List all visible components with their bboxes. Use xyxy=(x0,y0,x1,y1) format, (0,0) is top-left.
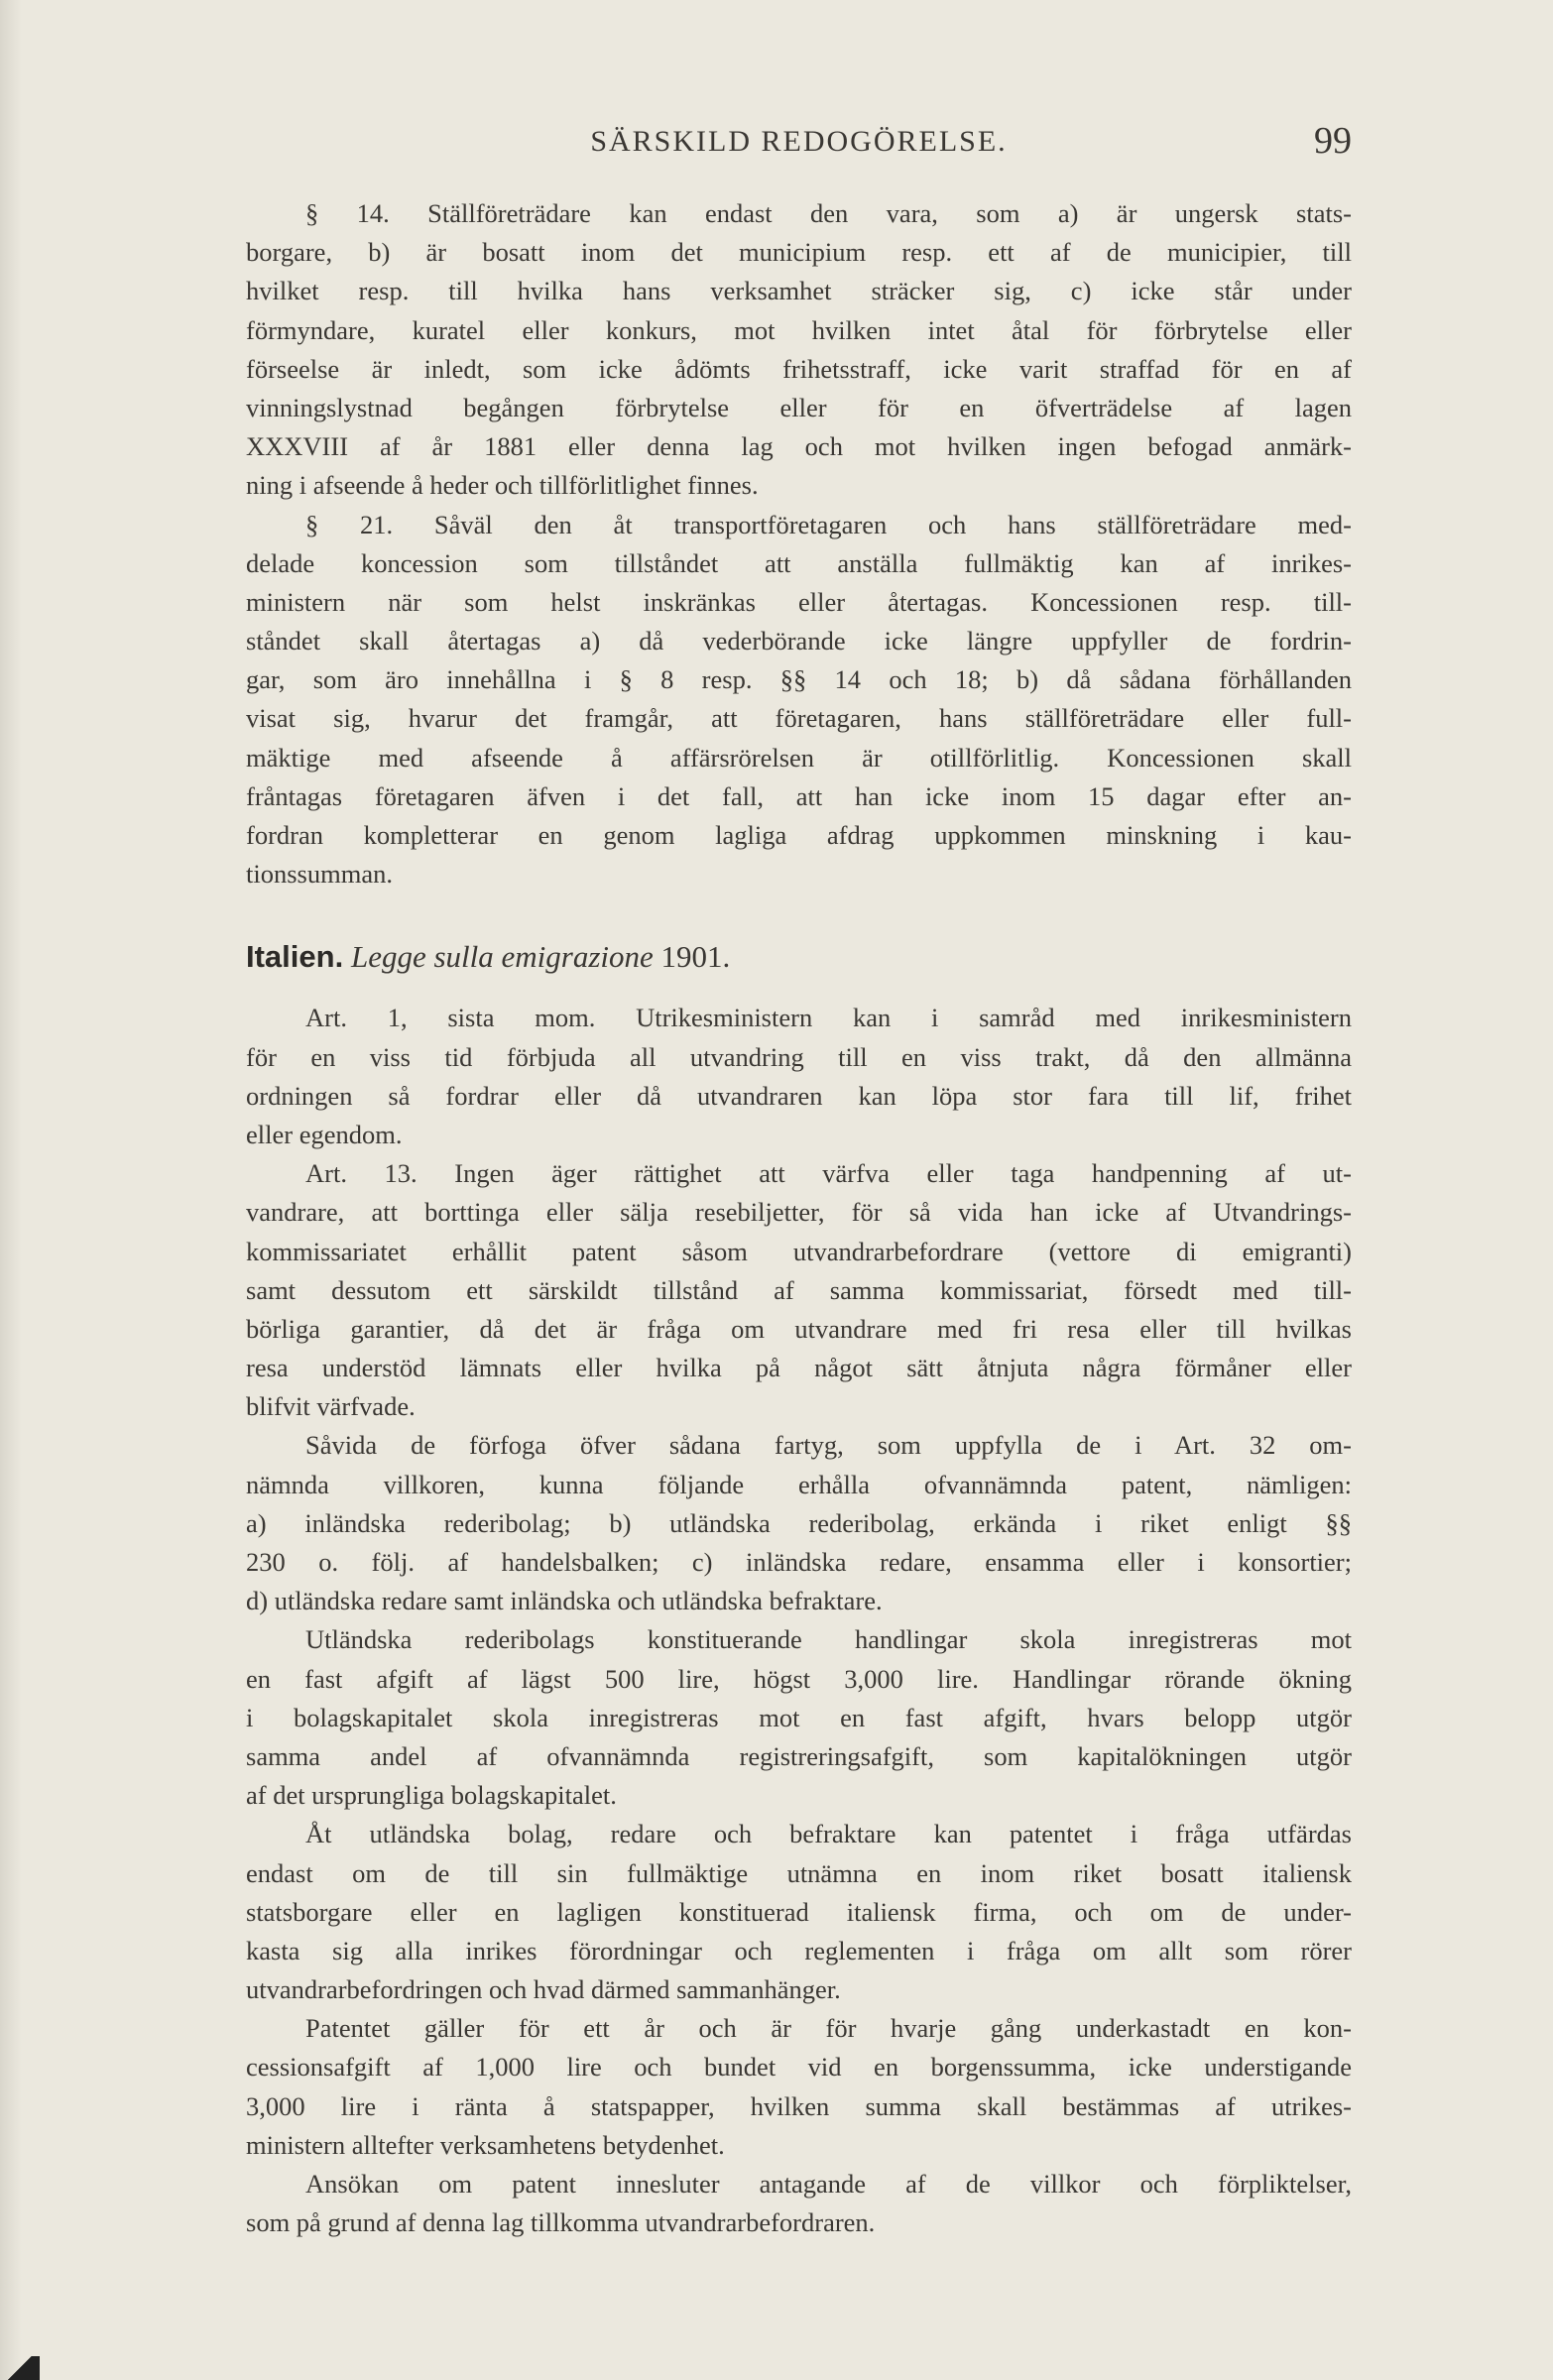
text-line: ståndet skall återtagas a) då vederbörande icke längre uppfyller de fordrin- xyxy=(246,626,1352,656)
text-line: delade koncession som tillståndet att anställa fullmäktig kan af inrikes- xyxy=(246,547,1352,578)
text-line: Patentet gäller för ett år och är för hvarje gång underkastadt en kon- xyxy=(305,2013,1352,2044)
page-edge-shadow xyxy=(0,0,22,2380)
text-line: förmyndare, kuratel eller konkurs, mot hvilken intet åtal för förbrytelse eller xyxy=(246,314,1352,345)
text-line: i bolagskapitalet skola inregistreras mot en fast afgift, hvars belopp utgör xyxy=(246,1702,1352,1732)
top-paragraphs xyxy=(246,194,1352,893)
text-line: ministern när som helst inskränkas eller återtagas. Koncessionen resp. till- xyxy=(246,586,1352,617)
text-line: endast om de till sin fullmäktige utnämna en inom riket bosatt italiensk xyxy=(246,1857,1352,1888)
text-line: som på grund af denna lag tillkomma utvandrarbefordraren. xyxy=(246,2207,876,2238)
text-line: kasta sig alla inrikes förordningar och reglementen i fråga om allt som rörer xyxy=(246,1935,1352,1965)
text-line: Art. 1, sista mom. Utrikesministern kan i samråd med inrikesministern xyxy=(305,1003,1352,1033)
text-line: hvilket resp. till hvilka hans verksamhet sträcker sig, c) icke står under xyxy=(246,276,1352,306)
text-line: eller egendom. xyxy=(246,1119,403,1149)
text-line: Ansökan om patent innesluter antagande af de villkor och förpliktelser, xyxy=(305,2169,1352,2199)
paragraph xyxy=(246,2165,1352,2242)
text-line: kommissariatet erhållit patent såsom utvandrarbefordrare (vettore di emigranti) xyxy=(246,1236,1352,1266)
text-line: Art. 13. Ingen äger rättighet att värfva eller taga handpenning af ut- xyxy=(305,1158,1352,1189)
text-line: börliga garantier, då det är fråga om utvandrare med fri resa eller till hvilkas xyxy=(246,1313,1352,1344)
text-line: 3,000 lire i ränta å statspapper, hvilken summa skall bestämmas af utrikes- xyxy=(246,2090,1352,2121)
corner-mark xyxy=(0,2356,40,2380)
text-line: d) utländska redare samt inländska och utländska befraktare. xyxy=(246,1586,883,1616)
body-text xyxy=(246,194,1352,2242)
text-line: ning i afseende å heder och tillförlitlighet finnes. xyxy=(246,470,759,501)
text-line: Utländska rederibolags konstituerande handlingar skola inregistreras mot xyxy=(305,1624,1352,1655)
text-line: 230 o. följ. af handelsbalken; c) inländska redare, ensamma eller i konsortier; xyxy=(246,1547,1352,1577)
text-line: blifvit värfvade. xyxy=(246,1391,416,1422)
text-line: XXXVIII af år 1881 eller denna lag och mot hvilken ingen befogad anmärk- xyxy=(246,431,1352,462)
text-line: fordran kompletterar en genom lagliga afdrag uppkommen minskning i kau- xyxy=(246,820,1352,850)
text-line: vandrare, att borttinga eller sälja resebiljetter, för så vida han icke af Utvandrings- xyxy=(246,1197,1352,1228)
bottom-paragraphs xyxy=(246,999,1352,2242)
section-law-title: Legge sulla emigrazione xyxy=(350,939,654,975)
paragraph xyxy=(246,1426,1352,1620)
paragraph xyxy=(246,2009,1352,2165)
text-line: § 21. Såväl den åt transportföretagaren och hans ställföreträdare med- xyxy=(305,509,1352,539)
paragraph xyxy=(246,1154,1352,1426)
text-line: § 14. Ställföreträdare kan endast den vara, som a) är ungersk stats- xyxy=(305,198,1352,228)
paragraph xyxy=(246,999,1352,1154)
text-line: vinningslystnad begången förbrytelse eller för en öfverträdelse af lagen xyxy=(246,392,1352,422)
paragraph xyxy=(246,506,1352,894)
text-line: förseelse är inledt, som icke ådömts frihetsstraff, icke varit straffad för en af xyxy=(246,353,1352,384)
text-line: resa understöd lämnats eller hvilka på något sätt åtnjuta några förmåner eller xyxy=(246,1353,1352,1383)
text-line: Såvida de förfoga öfver sådana fartyg, som uppfylla de i Art. 32 om- xyxy=(305,1430,1352,1461)
text-line: ministern alltefter verksamhetens betydenhet. xyxy=(246,2129,725,2160)
paragraph xyxy=(246,194,1352,506)
text-line: statsborgare eller en lagligen konstituerad italiensk firma, och om de under- xyxy=(246,1896,1352,1927)
text-line: en fast afgift af lägst 500 lire, högst 3,000 lire. Handlingar rörande ökning xyxy=(246,1663,1352,1694)
text-line: tionssumman. xyxy=(246,859,393,890)
text-line: samma andel af ofvannämnda registreringsafgift, som kapitalökningen utgör xyxy=(246,1740,1352,1771)
paragraph xyxy=(246,1620,1352,1815)
text-line: cessionsafgift af 1,000 lire och bundet vid en borgenssumma, icke understigande xyxy=(246,2052,1352,2082)
text-line: samt dessutom ett särskildt tillstånd af samma kommissariat, försedt med till- xyxy=(246,1274,1352,1305)
paragraph xyxy=(246,1815,1352,2009)
text-line: visat sig, hvarur det framgår, att företagaren, hans ställföreträdare eller full- xyxy=(246,703,1352,734)
text-line: a) inländska rederibolag; b) utländska rederibolag, erkända i riket enligt §§ xyxy=(246,1507,1352,1538)
text-line: mäktige med afseende å affärsrörelsen är otillförlitlig. Koncessionen skall xyxy=(246,742,1352,773)
section-year: 1901. xyxy=(660,939,731,975)
text-line: ordningen så fordrar eller då utvandraren kan löpa stor fara till lif, frihet xyxy=(246,1080,1352,1111)
text-line: för en viss tid förbjuda all utvandring till en viss trakt, då den allmänna xyxy=(246,1041,1352,1072)
section-country: Italien. xyxy=(246,939,344,975)
page-header xyxy=(246,120,1352,169)
running-head: SÄRSKILD REDOGÖRELSE. xyxy=(590,125,1008,158)
text-line: borgare, b) är bosatt inom det municipium resp. ett af de municipier, till xyxy=(246,237,1352,268)
text-line: utvandrarbefordringen och hvad därmed sammanhänger. xyxy=(246,1974,841,2005)
text-line: Åt utländska bolag, redare och befraktare kan patentet i fråga utfärdas xyxy=(305,1819,1352,1849)
section-heading xyxy=(246,937,1352,977)
text-line: gar, som äro innehållna i § 8 resp. §§ 14 och 18; b) då sådana förhållanden xyxy=(246,664,1352,695)
text-line: fråntagas företagaren äfven i det fall, att han icke inom 15 dagar efter an- xyxy=(246,780,1352,811)
text-line: af det ursprungliga bolagskapitalet. xyxy=(246,1780,617,1811)
page-number: 99 xyxy=(1314,120,1352,162)
text-line: nämnda villkoren, kunna följande erhålla ofvannämnda patent, nämligen: xyxy=(246,1469,1352,1499)
